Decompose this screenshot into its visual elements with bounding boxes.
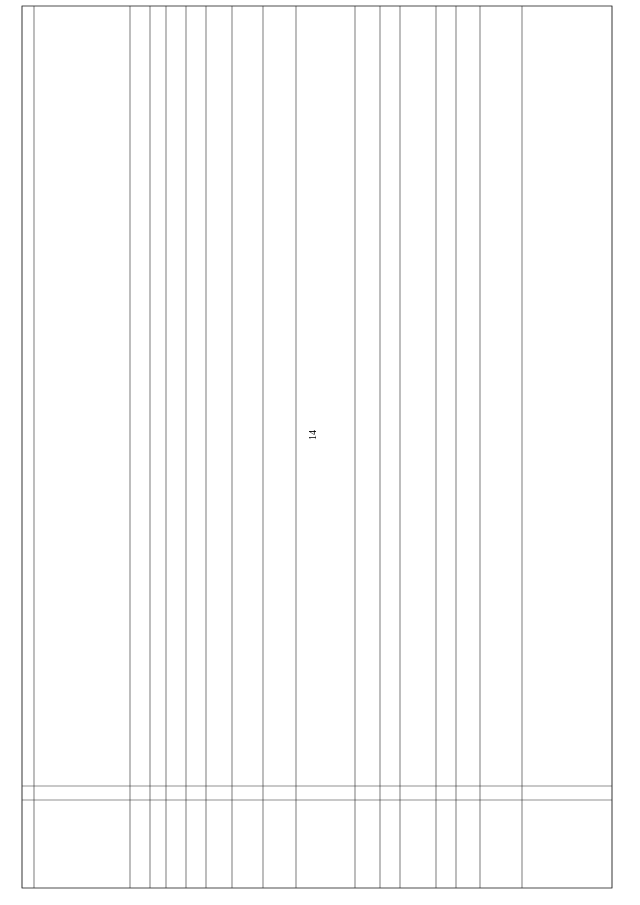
page-number: 14 <box>308 430 319 440</box>
